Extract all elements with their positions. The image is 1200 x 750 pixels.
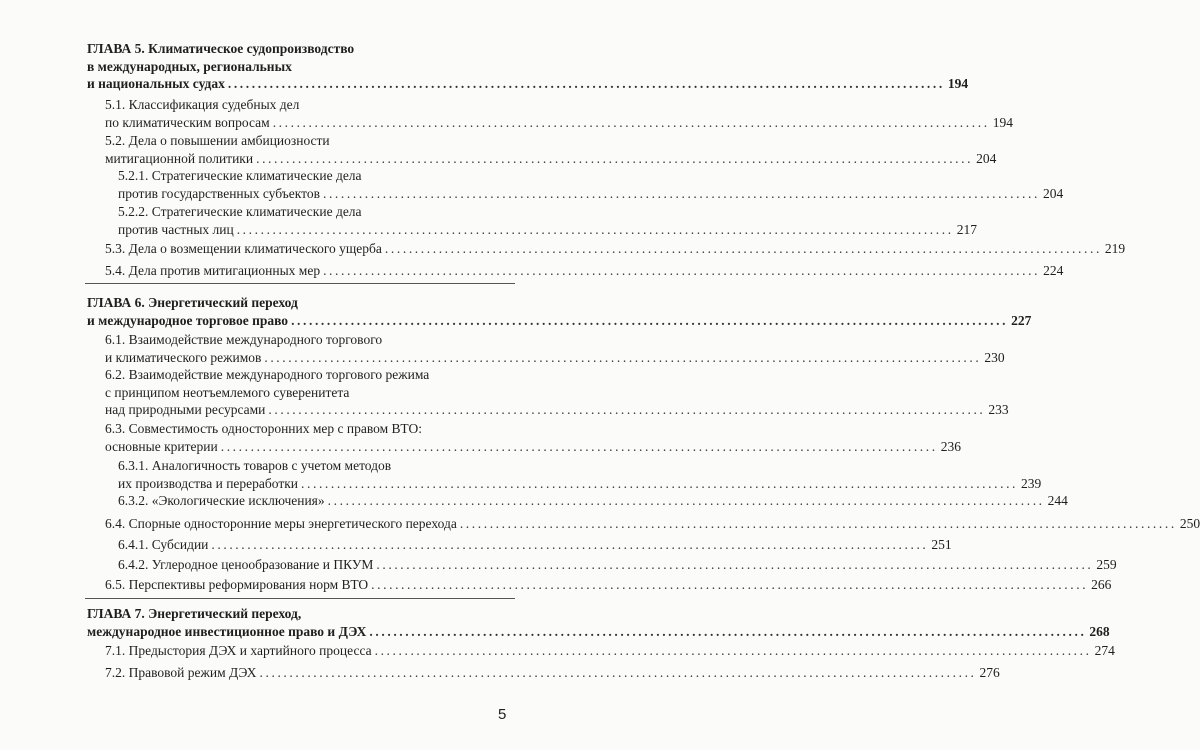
toc-page-number: 244 bbox=[1047, 493, 1068, 508]
toc-page-number: 259 bbox=[1096, 557, 1117, 572]
toc-entry-title-line: 5.2. Дела о повышении амбициозности bbox=[105, 133, 330, 148]
toc-page-number: 224 bbox=[1043, 263, 1064, 278]
toc-entry-title-line: 6.1. Взаимодействие международного торгового bbox=[105, 332, 383, 347]
dot-leader: ........................................................................................................................ bbox=[268, 402, 986, 417]
dot-leader: ........................................................................................................................ bbox=[220, 438, 938, 454]
toc-entry-title-line: 6.4. Спорные односторонние меры энергетического перехода bbox=[105, 516, 457, 531]
chapter-divider bbox=[85, 283, 515, 284]
toc-page-number: 236 bbox=[940, 438, 961, 454]
toc-entry-subsection bbox=[118, 457, 1042, 492]
toc-page-number: 250 bbox=[1179, 516, 1200, 531]
dot-leader: ........................................................................................................................ bbox=[374, 643, 1092, 658]
toc-entry-title-line: основные критерии bbox=[105, 438, 218, 454]
toc-entry-title-line: и климатического режимов bbox=[105, 349, 262, 365]
toc-entry-subsection bbox=[118, 203, 977, 238]
toc-entry-section bbox=[105, 331, 1005, 366]
dot-leader: ........................................................................................................................ bbox=[327, 493, 1045, 508]
toc-page-number: 266 bbox=[1091, 577, 1112, 592]
toc-entry-subsection bbox=[118, 536, 952, 554]
toc-entry-title-line: 5.2.2. Стратегические климатические дела bbox=[118, 204, 362, 219]
toc-entry-title-line: 6.4.2. Углеродное ценообразование и ПКУМ bbox=[118, 557, 374, 572]
dot-leader: ........................................................................................................................ bbox=[376, 557, 1094, 572]
toc-entry-subsection bbox=[118, 492, 1068, 510]
toc-entry-title-line: их производства и переработки bbox=[118, 475, 299, 491]
toc-entry-title-line: 6.3. Совместимость односторонних мер с правом ВТО: bbox=[105, 421, 422, 436]
dot-leader: ........................................................................................................................ bbox=[384, 241, 1102, 256]
dot-leader: ........................................................................................................................ bbox=[291, 312, 1009, 328]
dot-leader: ........................................................................................................................ bbox=[272, 114, 990, 130]
toc-page-number: 233 bbox=[988, 402, 1009, 417]
toc-page-number: 251 bbox=[931, 537, 952, 552]
page-number: 5 bbox=[498, 706, 507, 723]
toc-entry-chapter bbox=[87, 40, 969, 93]
toc-entry-section bbox=[105, 240, 1126, 258]
toc-entry-title-line: и национальных судах bbox=[87, 76, 225, 91]
dot-leader: ........................................................................................................................ bbox=[301, 475, 1019, 491]
dot-leader: ........................................................................................................................ bbox=[371, 577, 1089, 592]
toc-entry-title-line: против государственных субъектов bbox=[118, 185, 320, 201]
dot-leader: ........................................................................................................................ bbox=[323, 263, 1041, 278]
toc-entry-title-line: против частных лиц bbox=[118, 221, 234, 237]
toc-entry-title-line: в международных, региональных bbox=[87, 58, 292, 74]
toc-entry-title-line: 7.1. Предыстория ДЭХ и хартийного процесса bbox=[105, 643, 372, 658]
dot-leader: ........................................................................................................................ bbox=[264, 349, 982, 365]
toc-page-number: 217 bbox=[956, 221, 977, 237]
toc-page-number: 276 bbox=[979, 665, 1000, 680]
toc-entry-section bbox=[105, 96, 1013, 131]
toc-entry-chapter bbox=[87, 294, 1032, 329]
toc-entry-subsection bbox=[118, 556, 1117, 574]
toc-entry-title-line: ГЛАВА 7. Энергетический переход, bbox=[87, 606, 302, 621]
dot-leader: ........................................................................................................................ bbox=[211, 537, 929, 552]
toc-page-number: 204 bbox=[976, 150, 997, 166]
toc-entry-title-line: международное инвестиционное право и ДЭХ bbox=[87, 623, 367, 639]
toc-page-number: 227 bbox=[1011, 312, 1032, 328]
toc-entry-title-line: с принципом неотъемлемого суверенитета bbox=[105, 384, 350, 400]
toc-entry-section bbox=[105, 366, 1009, 419]
dot-leader: ........................................................................................................................ bbox=[256, 150, 974, 166]
toc-entry-section bbox=[105, 262, 1064, 280]
toc-page-number: 194 bbox=[992, 114, 1013, 130]
toc-entry-title-line: 6.3.1. Аналогичность товаров с учетом методов bbox=[118, 458, 392, 473]
dot-leader: ........................................................................................................................ bbox=[369, 623, 1087, 639]
toc-page-number: 204 bbox=[1042, 185, 1064, 201]
chapter-divider bbox=[85, 598, 515, 599]
toc-entry-title-line: 5.3. Дела о возмещении климатического ущерба bbox=[105, 241, 382, 256]
dot-leader: ........................................................................................................................ bbox=[459, 516, 1177, 531]
toc-entry-title-line: ГЛАВА 5. Климатическое судопроизводство bbox=[87, 41, 355, 56]
toc-entry-section bbox=[105, 576, 1112, 594]
toc-page-number: 274 bbox=[1094, 643, 1115, 658]
toc-page-number: 239 bbox=[1021, 475, 1042, 491]
toc-entry-title-line: 5.1. Классификация судебных дел bbox=[105, 97, 300, 112]
toc-entry-title-line: ГЛАВА 6. Энергетический переход bbox=[87, 295, 298, 310]
toc-entry-chapter bbox=[87, 605, 1110, 640]
toc-entry-title-line: митигационной политики bbox=[105, 150, 254, 166]
toc-entry-title-line: 5.2.1. Стратегические климатические дела bbox=[118, 168, 362, 183]
dot-leader: ........................................................................................................................ bbox=[236, 221, 954, 237]
toc-entry-title-line: по климатическим вопросам bbox=[105, 114, 270, 130]
toc-entry-section bbox=[105, 664, 1000, 682]
toc-entry-title-line: 5.4. Дела против митигационных мер bbox=[105, 263, 321, 278]
toc-entry-section bbox=[105, 420, 961, 455]
toc-entry-title-line: 6.3.2. «Экологические исключения» bbox=[118, 493, 325, 508]
toc-entry-title-line: 6.4.1. Субсидии bbox=[118, 537, 209, 552]
dot-leader: ........................................................................................................................ bbox=[227, 76, 945, 91]
toc-entry-title-line: 7.2. Правовой режим ДЭХ bbox=[105, 665, 257, 680]
toc-page-number: 194 bbox=[947, 76, 969, 91]
dot-leader: ........................................................................................................................ bbox=[259, 665, 977, 680]
toc-page-number: 268 bbox=[1089, 623, 1110, 639]
toc-page-number: 219 bbox=[1104, 241, 1126, 256]
toc-entry-section bbox=[105, 132, 997, 167]
toc-entry-section bbox=[105, 515, 1200, 533]
dot-leader: ........................................................................................................................ bbox=[322, 185, 1040, 201]
toc-entry-section bbox=[105, 642, 1115, 660]
toc-entry-subsection bbox=[118, 167, 1064, 202]
toc-page-number: 230 bbox=[984, 349, 1005, 365]
toc-entry-title-line: 6.2. Взаимодействие международного торгового режима bbox=[105, 367, 430, 382]
toc-entry-title-line: и международное торговое право bbox=[87, 312, 289, 328]
toc-entry-title-line: 6.5. Перспективы реформирования норм ВТО bbox=[105, 577, 369, 592]
toc-entry-title-line: над природными ресурсами bbox=[105, 402, 266, 417]
